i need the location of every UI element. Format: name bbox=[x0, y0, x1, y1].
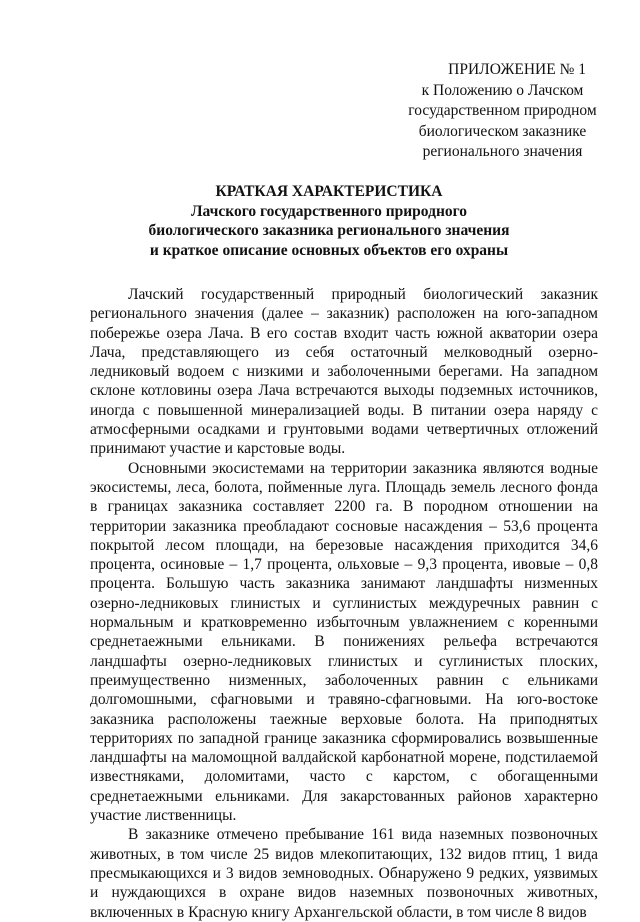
appendix-line: регионального значения bbox=[422, 143, 583, 160]
paragraph-fauna: В заказнике отмечено пребывание 161 вида наземных позвоночных животных, в том числе 25 видов млекопитающих, 132 видов птиц, 1 вида пресмыкающихся и 3 видов земноводных. Обнаружено 9 редких, уязвимых и нуждающихся в охране видов наземных позвоночных животных, включенных в Красную книгу Архангельской области, в том числе 8 видов bbox=[90, 826, 598, 921]
document-body bbox=[90, 285, 598, 922]
appendix-heading: ПРИЛОЖЕНИЕ № 1 bbox=[448, 61, 586, 78]
appendix-line: к Положению о Лачском bbox=[421, 81, 584, 99]
paragraph-location: Лачский государственный природный биологический заказник регионального значения (далее – заказник) расположен на юго-западном побережье озера Лача. В его состав входит часть южной акватории озера Лача, представляющего из себя остаточный мелководный озерно-ледниковый водоем с низкими и заболоченными берегами. На западном склоне котловины озера Лача встречаются выходы подземных источников, иногда с повышенной минерализацией воды. В питании озера наряду с атмосферными осадками и грунтовыми водами четвертичных отложений принимают участие и карстовые воды. bbox=[90, 286, 598, 458]
document-title bbox=[60, 182, 598, 260]
title-subline: и краткое описание основных объектов его охраны bbox=[149, 241, 509, 259]
title-heading: КРАТКАЯ ХАРАКТЕРИСТИКА bbox=[215, 183, 443, 200]
appendix-line: биологическом заказнике bbox=[418, 122, 587, 140]
paragraph-ecosystems: Основными экосистемами на территории заказника являются водные экосистемы, леса, болота, пойменные луга. Площадь земель лесного фонда в границах заказника составляет 2200 га. В породном отношении на территории заказника преобладают сосновые насаждения – 53,6 процента покрытой лесом площади, на березовые насаждения приходится 34,6 процента, осиновые – 1,7 процента, ольховые – 9,3 процента, ивовые – 0,8 процента. Большую часть заказника занимают ландшафты низменных озерно-ледниковых глинистых и суглинистых междуречных равнин с нормальным и кратковременно избыточным увлажнением с коренными среднетаежными ельниками. В понижениях рельефа встречаются ландшафты озерно-ледниковых глинистых и суглинистых плоских, преимущественно низменных, заболоченных равнин с ельниками долгомошными, сфагновыми и травяно-сфагновыми. На юго-востоке заказника расположены таежные верховые болота. На приподнятых территориях по западной границе заказника сформировались возвышенные ландшафты на маломощной валдайской карбонатной морене, подстилаемой известняками, доломитами, часто с карстом, с обогащенными среднетаежными ельниками. Для закарстованных районов характерно участие лиственницы. bbox=[90, 459, 598, 825]
title-subline: биологического заказника регионального значения bbox=[148, 222, 510, 239]
appendix-line: государственном природном bbox=[408, 102, 597, 119]
appendix-block bbox=[395, 60, 610, 163]
title-subline: Лачского государственного природного bbox=[190, 202, 468, 220]
